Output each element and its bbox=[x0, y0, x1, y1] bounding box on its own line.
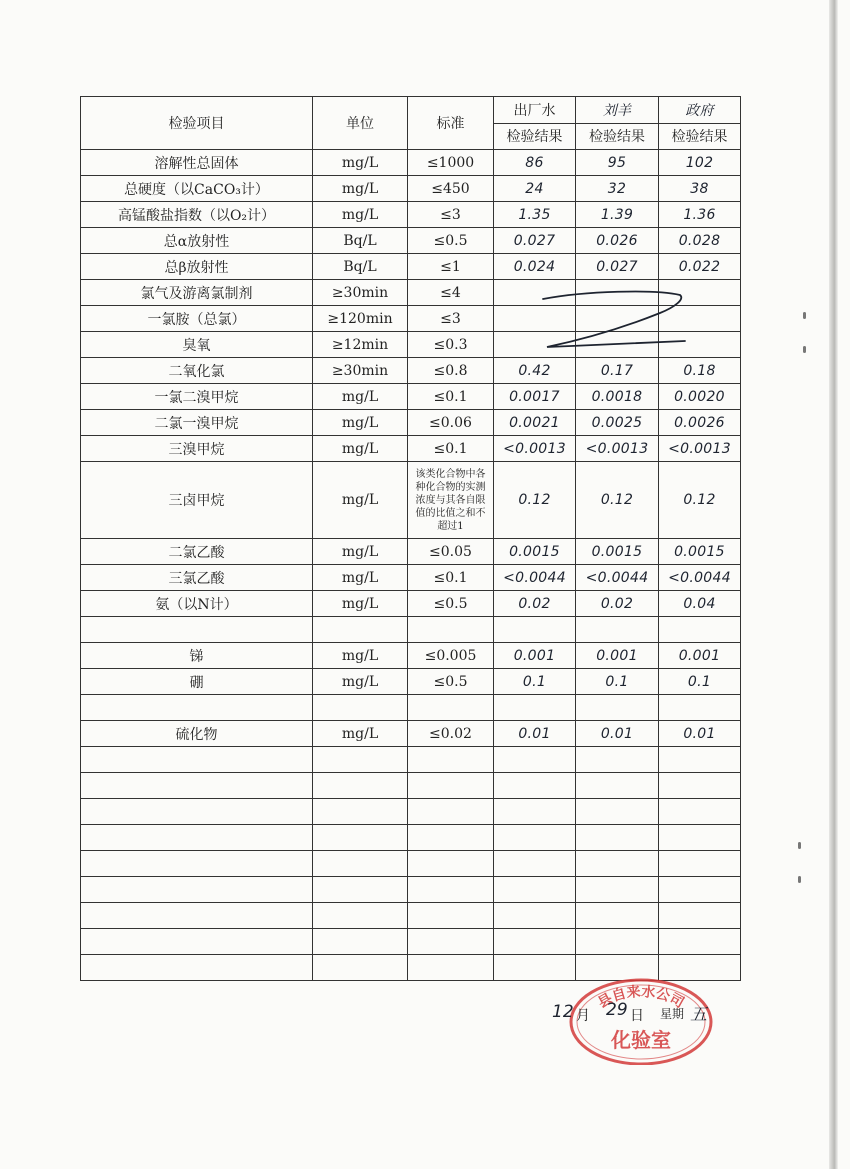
header-row-top bbox=[81, 97, 741, 124]
result-2: 0.027 bbox=[576, 254, 659, 280]
table-row bbox=[81, 565, 741, 591]
unit-value: ≥30min bbox=[313, 358, 408, 384]
scan-speck bbox=[798, 876, 801, 883]
unit-value: mg/L bbox=[313, 202, 408, 228]
result-2: 0.0025 bbox=[576, 410, 659, 436]
blank-cell bbox=[576, 929, 659, 955]
item-name bbox=[81, 617, 313, 643]
standard-value: ≤0.005 bbox=[408, 643, 494, 669]
item-name: 氯气及游离氯制剂 bbox=[81, 280, 313, 306]
blank-cell bbox=[313, 877, 408, 903]
blank-cell bbox=[81, 851, 313, 877]
blank-cell bbox=[313, 773, 408, 799]
result-2: 0.001 bbox=[576, 643, 659, 669]
result-factory: 1.35 bbox=[494, 202, 576, 228]
result-3 bbox=[659, 617, 741, 643]
blank-cell bbox=[659, 747, 741, 773]
standard-value bbox=[408, 695, 494, 721]
unit-value: mg/L bbox=[313, 539, 408, 565]
result-2: 0.0015 bbox=[576, 539, 659, 565]
scan-speck bbox=[798, 842, 801, 849]
unit-value: ≥12min bbox=[313, 332, 408, 358]
result-factory: 24 bbox=[494, 176, 576, 202]
result-3: 102 bbox=[659, 150, 741, 176]
result-2 bbox=[576, 695, 659, 721]
blank-cell bbox=[313, 747, 408, 773]
blank-cell bbox=[576, 773, 659, 799]
table-row bbox=[81, 332, 741, 358]
result-2: 0.17 bbox=[576, 358, 659, 384]
blank-cell bbox=[313, 825, 408, 851]
blank-cell bbox=[576, 877, 659, 903]
standard-value: ≤0.5 bbox=[408, 591, 494, 617]
unit-value: ≥120min bbox=[313, 306, 408, 332]
result-factory: 0.1 bbox=[494, 669, 576, 695]
result-3: 0.12 bbox=[659, 462, 741, 539]
standard-value: ≤0.5 bbox=[408, 669, 494, 695]
blank-cell bbox=[408, 955, 494, 981]
signature-date bbox=[550, 1000, 730, 1030]
blank-cell bbox=[494, 929, 576, 955]
unit-value: mg/L bbox=[313, 591, 408, 617]
blank-cell bbox=[659, 929, 741, 955]
blank-cell bbox=[494, 747, 576, 773]
item-name: 高锰酸盐指数（以O₂计） bbox=[81, 202, 313, 228]
header-group-handwritten-2: 政府 bbox=[659, 97, 741, 124]
header-item: 检验项目 bbox=[81, 97, 313, 150]
result-factory: 0.027 bbox=[494, 228, 576, 254]
blank-row bbox=[81, 851, 741, 877]
date-weekday: 五 bbox=[690, 1005, 707, 1025]
date-day: 29 bbox=[606, 1000, 628, 1020]
item-name: 总硬度（以CaCO₃计） bbox=[81, 176, 313, 202]
blank-row bbox=[81, 799, 741, 825]
unit-value: mg/L bbox=[313, 410, 408, 436]
blank-cell bbox=[576, 747, 659, 773]
blank-cell bbox=[313, 851, 408, 877]
blank-cell bbox=[576, 903, 659, 929]
table-row bbox=[81, 436, 741, 462]
result-factory: 0.12 bbox=[494, 462, 576, 539]
result-3: 0.0020 bbox=[659, 384, 741, 410]
page-edge-shadow bbox=[829, 0, 838, 1169]
blank-cell bbox=[494, 773, 576, 799]
standard-value: ≤1000 bbox=[408, 150, 494, 176]
result-factory: <0.0044 bbox=[494, 565, 576, 591]
stamp-top-text: 县自来水公司 bbox=[595, 984, 687, 1012]
header-unit: 单位 bbox=[313, 97, 408, 150]
blank-cell bbox=[576, 851, 659, 877]
unit-value: mg/L bbox=[313, 436, 408, 462]
result-factory: 0.01 bbox=[494, 721, 576, 747]
item-name: 二氯乙酸 bbox=[81, 539, 313, 565]
standard-value: 该类化合物中各种化合物的实测浓度与其各自限值的比值之和不超过1 bbox=[408, 462, 494, 539]
result-3 bbox=[659, 695, 741, 721]
result-factory: 86 bbox=[494, 150, 576, 176]
result-2 bbox=[576, 280, 659, 306]
standard-value: ≤0.06 bbox=[408, 410, 494, 436]
result-3: 0.18 bbox=[659, 358, 741, 384]
result-2 bbox=[576, 332, 659, 358]
result-3: 0.1 bbox=[659, 669, 741, 695]
blank-cell bbox=[659, 799, 741, 825]
table-row bbox=[81, 228, 741, 254]
blank-cell bbox=[313, 799, 408, 825]
blank-cell bbox=[408, 747, 494, 773]
blank-cell bbox=[659, 773, 741, 799]
blank-cell bbox=[494, 903, 576, 929]
item-name bbox=[81, 695, 313, 721]
item-name: 一氯二溴甲烷 bbox=[81, 384, 313, 410]
header-group-factory-water: 出厂水 bbox=[494, 97, 576, 124]
blank-cell bbox=[408, 825, 494, 851]
header-result-1: 检验结果 bbox=[494, 123, 576, 150]
table-row bbox=[81, 202, 741, 228]
header-standard: 标准 bbox=[408, 97, 494, 150]
unit-value: mg/L bbox=[313, 721, 408, 747]
blank-cell bbox=[313, 955, 408, 981]
blank-row bbox=[81, 825, 741, 851]
blank-row bbox=[81, 747, 741, 773]
result-factory: 0.001 bbox=[494, 643, 576, 669]
blank-cell bbox=[408, 851, 494, 877]
unit-value: Bq/L bbox=[313, 254, 408, 280]
item-name: 一氯胺（总氯） bbox=[81, 306, 313, 332]
blank-cell bbox=[81, 929, 313, 955]
table-row bbox=[81, 384, 741, 410]
item-name: 溶解性总固体 bbox=[81, 150, 313, 176]
header-group-handwritten-1: 刘羊 bbox=[576, 97, 659, 124]
blank-row bbox=[81, 903, 741, 929]
item-name: 硼 bbox=[81, 669, 313, 695]
stamp-bottom-text: 化验室 bbox=[611, 1028, 671, 1052]
table-row bbox=[81, 306, 741, 332]
unit-value bbox=[313, 617, 408, 643]
result-3: <0.0013 bbox=[659, 436, 741, 462]
standard-value: ≤3 bbox=[408, 306, 494, 332]
table-row bbox=[81, 539, 741, 565]
unit-value: mg/L bbox=[313, 176, 408, 202]
blank-cell bbox=[494, 851, 576, 877]
item-name: 硫化物 bbox=[81, 721, 313, 747]
standard-value: ≤450 bbox=[408, 176, 494, 202]
blank-cell bbox=[408, 903, 494, 929]
date-month: 12 bbox=[552, 1002, 574, 1022]
standard-value: ≤1 bbox=[408, 254, 494, 280]
blank-cell bbox=[313, 929, 408, 955]
blank-row bbox=[81, 929, 741, 955]
standard-value: ≤3 bbox=[408, 202, 494, 228]
result-factory bbox=[494, 617, 576, 643]
table-row bbox=[81, 150, 741, 176]
unit-value: mg/L bbox=[313, 150, 408, 176]
unit-value: Bq/L bbox=[313, 228, 408, 254]
result-factory bbox=[494, 695, 576, 721]
result-3: 0.028 bbox=[659, 228, 741, 254]
result-3 bbox=[659, 332, 741, 358]
blank-cell bbox=[659, 825, 741, 851]
item-name: 二氯一溴甲烷 bbox=[81, 410, 313, 436]
scan-speck bbox=[803, 346, 806, 353]
result-factory: 0.0015 bbox=[494, 539, 576, 565]
table-row bbox=[81, 695, 741, 721]
item-name: 三溴甲烷 bbox=[81, 436, 313, 462]
result-3: 38 bbox=[659, 176, 741, 202]
result-factory: 0.42 bbox=[494, 358, 576, 384]
blank-cell bbox=[659, 877, 741, 903]
unit-value: mg/L bbox=[313, 669, 408, 695]
result-2: 0.02 bbox=[576, 591, 659, 617]
unit-value bbox=[313, 695, 408, 721]
result-2: 32 bbox=[576, 176, 659, 202]
item-name: 二氧化氯 bbox=[81, 358, 313, 384]
blank-cell bbox=[659, 903, 741, 929]
table-row bbox=[81, 669, 741, 695]
result-factory: 0.0021 bbox=[494, 410, 576, 436]
blank-cell bbox=[494, 955, 576, 981]
date-day-label: 日 bbox=[630, 1008, 644, 1024]
standard-value bbox=[408, 617, 494, 643]
result-factory bbox=[494, 332, 576, 358]
blank-cell bbox=[576, 799, 659, 825]
result-3: 0.0015 bbox=[659, 539, 741, 565]
result-3: 0.04 bbox=[659, 591, 741, 617]
standard-value: ≤0.02 bbox=[408, 721, 494, 747]
blank-row bbox=[81, 773, 741, 799]
result-factory: 0.0017 bbox=[494, 384, 576, 410]
blank-cell bbox=[494, 877, 576, 903]
result-factory: 0.02 bbox=[494, 591, 576, 617]
result-2: 0.1 bbox=[576, 669, 659, 695]
result-3 bbox=[659, 280, 741, 306]
blank-row bbox=[81, 877, 741, 903]
blank-cell bbox=[81, 773, 313, 799]
blank-cell bbox=[81, 747, 313, 773]
result-3: 1.36 bbox=[659, 202, 741, 228]
standard-value: ≤0.1 bbox=[408, 565, 494, 591]
result-2: 1.39 bbox=[576, 202, 659, 228]
item-name: 总β放射性 bbox=[81, 254, 313, 280]
unit-value: mg/L bbox=[313, 643, 408, 669]
result-3: 0.01 bbox=[659, 721, 741, 747]
result-2 bbox=[576, 306, 659, 332]
table-row bbox=[81, 591, 741, 617]
standard-value: ≤0.1 bbox=[408, 384, 494, 410]
table-row bbox=[81, 410, 741, 436]
blank-cell bbox=[408, 773, 494, 799]
result-2: 95 bbox=[576, 150, 659, 176]
unit-value: mg/L bbox=[313, 565, 408, 591]
blank-cell bbox=[494, 825, 576, 851]
table-row bbox=[81, 280, 741, 306]
result-3: 0.0026 bbox=[659, 410, 741, 436]
item-name: 三氯乙酸 bbox=[81, 565, 313, 591]
header-result-3: 检验结果 bbox=[659, 123, 741, 150]
blank-cell bbox=[494, 799, 576, 825]
result-factory: 0.024 bbox=[494, 254, 576, 280]
item-name: 氨（以N计） bbox=[81, 591, 313, 617]
standard-value: ≤0.1 bbox=[408, 436, 494, 462]
blank-cell bbox=[659, 851, 741, 877]
unit-value: ≥30min bbox=[313, 280, 408, 306]
blank-cell bbox=[81, 903, 313, 929]
item-name: 总α放射性 bbox=[81, 228, 313, 254]
table-row bbox=[81, 254, 741, 280]
standard-value: ≤0.05 bbox=[408, 539, 494, 565]
result-factory: <0.0013 bbox=[494, 436, 576, 462]
result-2 bbox=[576, 617, 659, 643]
unit-value: mg/L bbox=[313, 384, 408, 410]
result-2: <0.0013 bbox=[576, 436, 659, 462]
result-2: 0.026 bbox=[576, 228, 659, 254]
result-3: 0.022 bbox=[659, 254, 741, 280]
result-3: 0.001 bbox=[659, 643, 741, 669]
blank-cell bbox=[81, 799, 313, 825]
table-row bbox=[81, 643, 741, 669]
scan-speck bbox=[803, 312, 806, 319]
blank-cell bbox=[576, 825, 659, 851]
blank-cell bbox=[81, 955, 313, 981]
result-3: <0.0044 bbox=[659, 565, 741, 591]
blank-cell bbox=[81, 825, 313, 851]
blank-cell bbox=[81, 877, 313, 903]
table-row bbox=[81, 358, 741, 384]
blank-cell bbox=[313, 903, 408, 929]
result-2: 0.12 bbox=[576, 462, 659, 539]
result-2: 0.01 bbox=[576, 721, 659, 747]
table-row bbox=[81, 617, 741, 643]
item-name: 臭氧 bbox=[81, 332, 313, 358]
header-result-2: 检验结果 bbox=[576, 123, 659, 150]
date-month-label: 月 bbox=[576, 1008, 590, 1024]
item-name: 锑 bbox=[81, 643, 313, 669]
standard-value: ≤0.8 bbox=[408, 358, 494, 384]
result-3 bbox=[659, 306, 741, 332]
blank-cell bbox=[408, 799, 494, 825]
item-name: 三卤甲烷 bbox=[81, 462, 313, 539]
blank-cell bbox=[408, 929, 494, 955]
standard-value: ≤0.3 bbox=[408, 332, 494, 358]
standard-value: ≤4 bbox=[408, 280, 494, 306]
result-factory bbox=[494, 280, 576, 306]
result-2: <0.0044 bbox=[576, 565, 659, 591]
date-weekday-label: 星期 bbox=[660, 1007, 685, 1021]
table-row bbox=[81, 721, 741, 747]
unit-value: mg/L bbox=[313, 462, 408, 539]
standard-value: ≤0.5 bbox=[408, 228, 494, 254]
table-row bbox=[81, 462, 741, 539]
result-factory bbox=[494, 306, 576, 332]
blank-cell bbox=[408, 877, 494, 903]
table-row bbox=[81, 176, 741, 202]
result-2: 0.0018 bbox=[576, 384, 659, 410]
water-quality-report-table bbox=[80, 96, 741, 981]
